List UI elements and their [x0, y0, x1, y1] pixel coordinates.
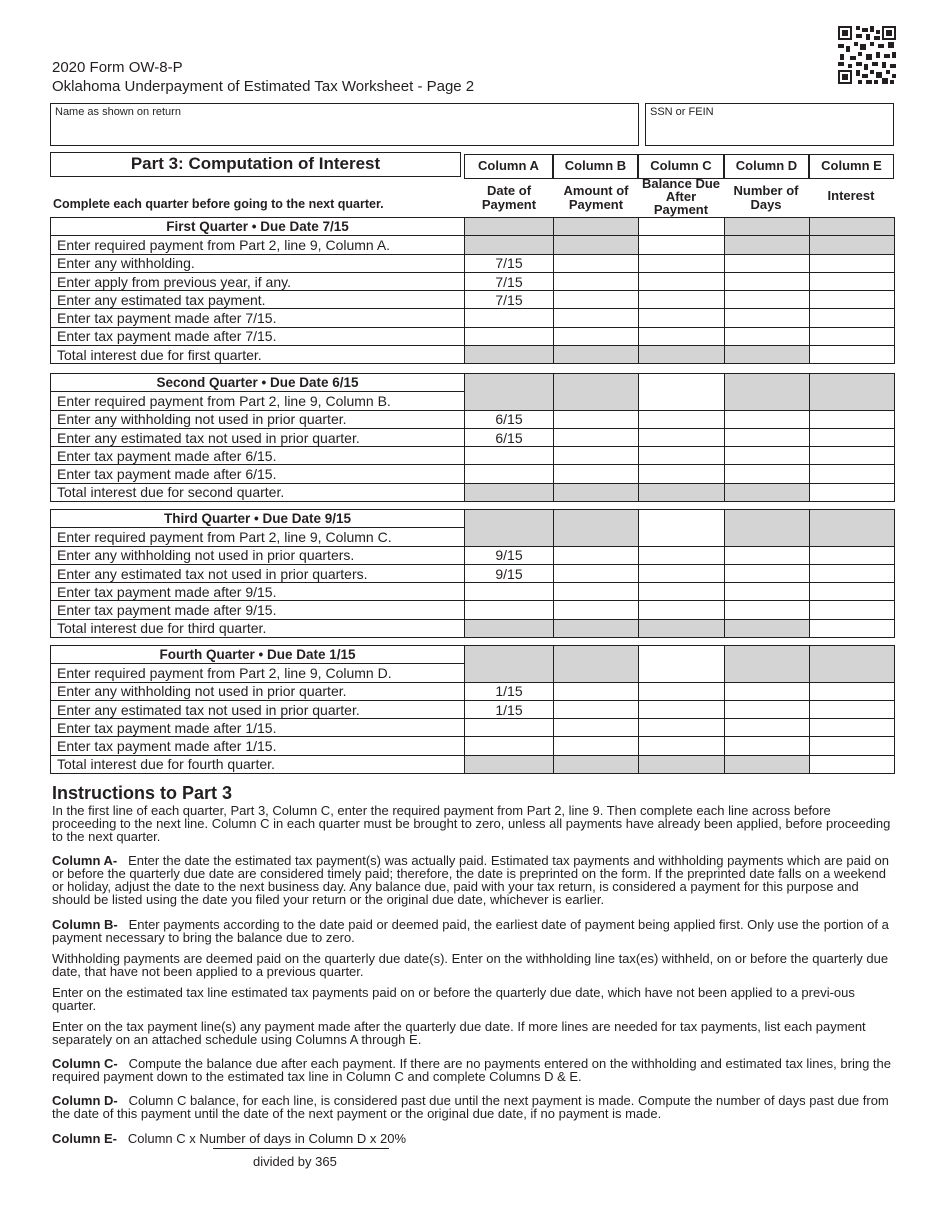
form-header: [52, 58, 474, 96]
input-cell[interactable]: [725, 428, 810, 446]
row-label: Enter any estimated tax not used in prior quarter.: [51, 428, 465, 446]
date-cell[interactable]: 1/15: [465, 700, 554, 718]
row-label: Enter any estimated tax not used in prior quarters.: [51, 564, 465, 582]
input-cell[interactable]: [554, 447, 639, 465]
column-e-instructions: [52, 1131, 406, 1146]
input-cell[interactable]: [725, 737, 810, 755]
input-cell[interactable]: [725, 546, 810, 564]
column-a-instr-text: Enter the date the estimated tax payment(s) was actually paid. Estimated tax payments and withholding payments which are paid on or before the quarterly due date are considered timely paid; therefore, the date is preprinted on the form. If the preprinted date falls on a weekend or holiday, adjust the date to the next business day. Any balance due, paid with your tax return, is considered a payment for this purpose and should be listed using the date you filed your return or the original due date, whichever is earlier.: [52, 853, 889, 907]
input-cell[interactable]: [554, 719, 639, 737]
quarter-title: Second Quarter • Due Date 6/15: [51, 374, 465, 392]
input-cell[interactable]: [639, 254, 725, 272]
date-cell: [465, 619, 554, 637]
input-cell[interactable]: [639, 428, 725, 446]
input-cell: [725, 755, 810, 773]
date-cell[interactable]: [465, 309, 554, 327]
date-cell[interactable]: [465, 447, 554, 465]
column-d-header: Column D: [724, 154, 809, 179]
input-cell[interactable]: [725, 327, 810, 345]
row-label: Enter tax payment made after 7/15.: [51, 327, 465, 345]
input-cell[interactable]: [639, 236, 725, 254]
column-a-instructions: [52, 854, 897, 906]
table-row: [51, 346, 895, 364]
row-label: Enter tax payment made after 7/15.: [51, 309, 465, 327]
table-row: [51, 291, 895, 309]
input-cell: [554, 346, 639, 364]
input-cell[interactable]: [554, 682, 639, 700]
input-cell[interactable]: [554, 564, 639, 582]
form-subtitle: Oklahoma Underpayment of Estimated Tax Worksheet - Page 2: [52, 78, 475, 95]
quarter-table: [50, 217, 895, 364]
form-title: 2020 Form OW-8-P: [52, 59, 183, 76]
table-row: [51, 700, 895, 718]
table-row: [51, 447, 895, 465]
input-cell[interactable]: [554, 291, 639, 309]
row-label: Enter tax payment made after 9/15.: [51, 583, 465, 601]
table-row: [51, 236, 895, 254]
input-cell[interactable]: [810, 737, 895, 755]
input-cell[interactable]: [810, 583, 895, 601]
column-a-header: Column A: [464, 154, 553, 179]
row-label: Enter required payment from Part 2, line 9, Column A.: [51, 236, 465, 254]
input-cell: [725, 218, 810, 236]
instructions-intro: In the first line of each quarter, Part 3, Column C, enter the required payment from Part 2, line 9. Then complete each line across before proceeding to the next line. Column C in each quarter must be brought to zero, unless all payments have already been applied, before proceeding to the next quarter.: [52, 803, 891, 844]
input-cell[interactable]: [639, 546, 725, 564]
input-cell: [725, 346, 810, 364]
table-row: [51, 619, 895, 637]
column-b-instr-label: Column B-: [52, 917, 118, 932]
column-d-desc: Number of Days: [733, 183, 799, 212]
tax-payment-instructions: Enter on the tax payment line(s) any payment made after the quarterly due date. If more lines are needed for tax payments, list each payment separately on an attached schedule using Columns A through E.: [52, 1019, 866, 1047]
input-cell: [639, 755, 725, 773]
table-row: [51, 719, 895, 737]
input-cell[interactable]: [810, 619, 895, 637]
instructions-title: Instructions to Part 3: [52, 783, 233, 803]
date-cell[interactable]: 6/15: [465, 428, 554, 446]
input-cell: [810, 374, 895, 411]
input-cell[interactable]: [554, 737, 639, 755]
input-cell[interactable]: [639, 309, 725, 327]
input-cell: [725, 236, 810, 254]
input-cell[interactable]: [810, 465, 895, 483]
column-e-formula: Column C x Number of days in Column D x 20%: [127, 1131, 407, 1146]
row-label: Enter tax payment made after 9/15.: [51, 601, 465, 619]
input-cell[interactable]: [810, 272, 895, 290]
date-cell[interactable]: [465, 601, 554, 619]
row-label: Total interest due for first quarter.: [51, 346, 465, 364]
input-cell[interactable]: [725, 291, 810, 309]
input-cell[interactable]: [810, 682, 895, 700]
table-row: [51, 465, 895, 483]
column-e-header: Column E: [809, 154, 894, 179]
input-cell: [554, 619, 639, 637]
input-cell[interactable]: [810, 254, 895, 272]
input-cell[interactable]: [639, 682, 725, 700]
input-cell: [554, 646, 639, 683]
column-c-instr-text: Compute the balance due after each payment. If there are no payments entered on the withholding and estimated tax lines, bring the required payment down to the estimated tax line in Column C and complete Columns D & E.: [52, 1056, 891, 1084]
input-cell[interactable]: [725, 682, 810, 700]
table-row: [51, 483, 895, 501]
column-e-desc: Interest: [827, 188, 875, 203]
input-cell: [810, 510, 895, 547]
name-field-label: Name as shown on return: [55, 106, 181, 118]
input-cell: [554, 510, 639, 547]
table-row: [51, 564, 895, 582]
row-label: Enter tax payment made after 1/15.: [51, 719, 465, 737]
quarter-title: Fourth Quarter • Due Date 1/15: [51, 646, 465, 664]
column-a-instr-label: Column A-: [52, 853, 118, 868]
input-cell[interactable]: [639, 737, 725, 755]
input-cell[interactable]: [639, 646, 725, 683]
input-cell[interactable]: [554, 428, 639, 446]
date-cell[interactable]: [465, 465, 554, 483]
column-c-desc: Balance Due After Payment: [641, 176, 721, 217]
date-cell[interactable]: 9/15: [465, 546, 554, 564]
input-cell[interactable]: [639, 510, 725, 547]
input-cell[interactable]: [810, 327, 895, 345]
column-a-desc: Date of Payment: [481, 183, 537, 212]
date-cell[interactable]: [465, 719, 554, 737]
input-cell[interactable]: [639, 374, 725, 411]
quarter-title-row: [51, 374, 895, 392]
input-cell[interactable]: [639, 719, 725, 737]
column-e-instr-label: Column E-: [52, 1131, 117, 1146]
column-d-instr-label: Column D-: [52, 1093, 118, 1108]
date-cell[interactable]: 6/15: [465, 410, 554, 428]
input-cell: [810, 236, 895, 254]
table-row: [51, 546, 895, 564]
column-c-instructions: [52, 1057, 897, 1083]
row-label: Enter any estimated tax not used in prior quarter.: [51, 700, 465, 718]
input-cell[interactable]: [639, 465, 725, 483]
row-label: Total interest due for fourth quarter.: [51, 755, 465, 773]
input-cell: [639, 346, 725, 364]
input-cell[interactable]: [554, 272, 639, 290]
input-cell[interactable]: [639, 700, 725, 718]
column-b-instr-text: Enter payments according to the date paid or deemed paid, the earliest date of payment being applied first. Only use the portion of a payment necessary to bring the balance due to zero.: [52, 917, 889, 945]
part3-title: Part 3: Computation of Interest: [50, 152, 461, 177]
table-row: [51, 309, 895, 327]
input-cell[interactable]: [554, 583, 639, 601]
input-cell: [725, 374, 810, 411]
withholding-instructions: Withholding payments are deemed paid on the quarterly due date(s). Enter on the withholding line tax(es) withheld, on or before the quarterly due date, that have not been applied to a previous quarter.: [52, 951, 889, 979]
input-cell[interactable]: [554, 254, 639, 272]
input-cell[interactable]: [639, 447, 725, 465]
input-cell[interactable]: [725, 309, 810, 327]
column-c-instr-label: Column C-: [52, 1056, 118, 1071]
input-cell[interactable]: [725, 700, 810, 718]
input-cell[interactable]: [810, 755, 895, 773]
input-cell: [810, 646, 895, 683]
date-cell[interactable]: [465, 327, 554, 345]
table-row: [51, 682, 895, 700]
table-row: [51, 601, 895, 619]
input-cell[interactable]: [810, 719, 895, 737]
date-cell[interactable]: [465, 583, 554, 601]
column-b-instructions: [52, 918, 897, 944]
part3-instruction: Complete each quarter before going to the next quarter.: [53, 197, 384, 211]
row-label: Enter required payment from Part 2, line 9, Column D.: [51, 664, 465, 682]
input-cell: [725, 619, 810, 637]
input-cell[interactable]: [639, 327, 725, 345]
input-cell: [725, 483, 810, 501]
estimated-tax-instructions: Enter on the estimated tax line estimated tax payments paid on or before the quarterly due date, which have not been applied to a previ-ous quarter.: [52, 985, 855, 1013]
ssn-field[interactable]: [645, 103, 894, 146]
input-cell: [554, 218, 639, 236]
row-label: Total interest due for third quarter.: [51, 619, 465, 637]
input-cell: [465, 236, 554, 254]
row-label: Enter any withholding not used in prior quarter.: [51, 410, 465, 428]
input-cell[interactable]: [810, 546, 895, 564]
table-row: [51, 254, 895, 272]
date-cell[interactable]: [465, 737, 554, 755]
input-cell[interactable]: [810, 483, 895, 501]
column-e-divisor: divided by 365: [253, 1154, 337, 1169]
row-label: Enter tax payment made after 6/15.: [51, 465, 465, 483]
table-row: [51, 583, 895, 601]
row-label: Enter apply from previous year, if any.: [51, 272, 465, 290]
quarter-table: [50, 645, 895, 774]
input-cell[interactable]: [639, 564, 725, 582]
input-cell[interactable]: [639, 601, 725, 619]
quarter-title-row: [51, 218, 895, 236]
date-cell: [465, 346, 554, 364]
input-cell[interactable]: [554, 309, 639, 327]
input-cell[interactable]: [810, 700, 895, 718]
column-c-header: Column C: [638, 154, 724, 179]
quarter-title: Third Quarter • Due Date 9/15: [51, 510, 465, 528]
input-cell[interactable]: [810, 428, 895, 446]
input-cell: [639, 483, 725, 501]
input-cell: [725, 510, 810, 547]
input-cell: [465, 218, 554, 236]
quarter-table: [50, 373, 895, 502]
input-cell[interactable]: [725, 254, 810, 272]
table-row: [51, 410, 895, 428]
row-label: Enter any withholding not used in prior quarters.: [51, 546, 465, 564]
input-cell[interactable]: [810, 309, 895, 327]
row-label: Enter required payment from Part 2, line 9, Column B.: [51, 392, 465, 410]
row-label: Total interest due for second quarter.: [51, 483, 465, 501]
column-d-instructions: [52, 1094, 897, 1120]
input-cell[interactable]: [639, 272, 725, 290]
table-row: [51, 428, 895, 446]
input-cell[interactable]: [725, 719, 810, 737]
date-cell[interactable]: 7/15: [465, 254, 554, 272]
input-cell[interactable]: [554, 601, 639, 619]
row-label: Enter any estimated tax payment.: [51, 291, 465, 309]
quarter-title-row: [51, 510, 895, 528]
input-cell[interactable]: [810, 447, 895, 465]
input-cell[interactable]: [810, 601, 895, 619]
input-cell: [554, 374, 639, 411]
input-cell[interactable]: [810, 410, 895, 428]
input-cell[interactable]: [639, 410, 725, 428]
input-cell[interactable]: [725, 410, 810, 428]
date-cell[interactable]: 1/15: [465, 682, 554, 700]
input-cell: [465, 510, 554, 547]
input-cell: [554, 236, 639, 254]
input-cell: [725, 646, 810, 683]
quarter-title-row: [51, 646, 895, 664]
input-cell[interactable]: [725, 465, 810, 483]
input-cell[interactable]: [725, 601, 810, 619]
input-cell[interactable]: [639, 218, 725, 236]
table-row: [51, 737, 895, 755]
input-cell[interactable]: [810, 291, 895, 309]
row-label: Enter tax payment made after 1/15.: [51, 737, 465, 755]
name-field[interactable]: [50, 103, 639, 146]
input-cell: [810, 218, 895, 236]
column-b-header: Column B: [553, 154, 638, 179]
input-cell: [465, 646, 554, 683]
quarter-title: First Quarter • Due Date 7/15: [51, 218, 465, 236]
date-cell[interactable]: 7/15: [465, 291, 554, 309]
input-cell[interactable]: [639, 291, 725, 309]
column-b-desc: Amount of Payment: [563, 183, 629, 212]
input-cell[interactable]: [810, 346, 895, 364]
input-cell[interactable]: [554, 546, 639, 564]
input-cell[interactable]: [554, 410, 639, 428]
input-cell: [554, 755, 639, 773]
date-cell[interactable]: 7/15: [465, 272, 554, 290]
ssn-field-label: SSN or FEIN: [650, 106, 714, 118]
row-label: Enter tax payment made after 6/15.: [51, 447, 465, 465]
input-cell[interactable]: [810, 564, 895, 582]
date-cell: [465, 483, 554, 501]
input-cell[interactable]: [725, 272, 810, 290]
row-label: Enter any withholding not used in prior quarter.: [51, 682, 465, 700]
row-label: Enter required payment from Part 2, line 9, Column C.: [51, 528, 465, 546]
row-label: Enter any withholding.: [51, 254, 465, 272]
input-cell[interactable]: [725, 447, 810, 465]
date-cell: [465, 755, 554, 773]
date-cell[interactable]: 9/15: [465, 564, 554, 582]
quarter-table: [50, 509, 895, 638]
input-cell[interactable]: [554, 465, 639, 483]
table-row: [51, 327, 895, 345]
input-cell[interactable]: [725, 564, 810, 582]
input-cell: [639, 619, 725, 637]
table-row: [51, 755, 895, 773]
input-cell: [554, 483, 639, 501]
input-cell[interactable]: [554, 327, 639, 345]
table-row: [51, 272, 895, 290]
input-cell[interactable]: [725, 583, 810, 601]
input-cell[interactable]: [554, 700, 639, 718]
fraction-bar: [213, 1148, 389, 1149]
qr-code-icon: [838, 26, 896, 84]
input-cell: [465, 374, 554, 411]
column-d-instr-text: Column C balance, for each line, is considered past due until the next payment is made. Compute the number of days past due from the date of this payment until the date of the next payment or the original due date, if no payment is made.: [52, 1093, 889, 1121]
input-cell[interactable]: [639, 583, 725, 601]
